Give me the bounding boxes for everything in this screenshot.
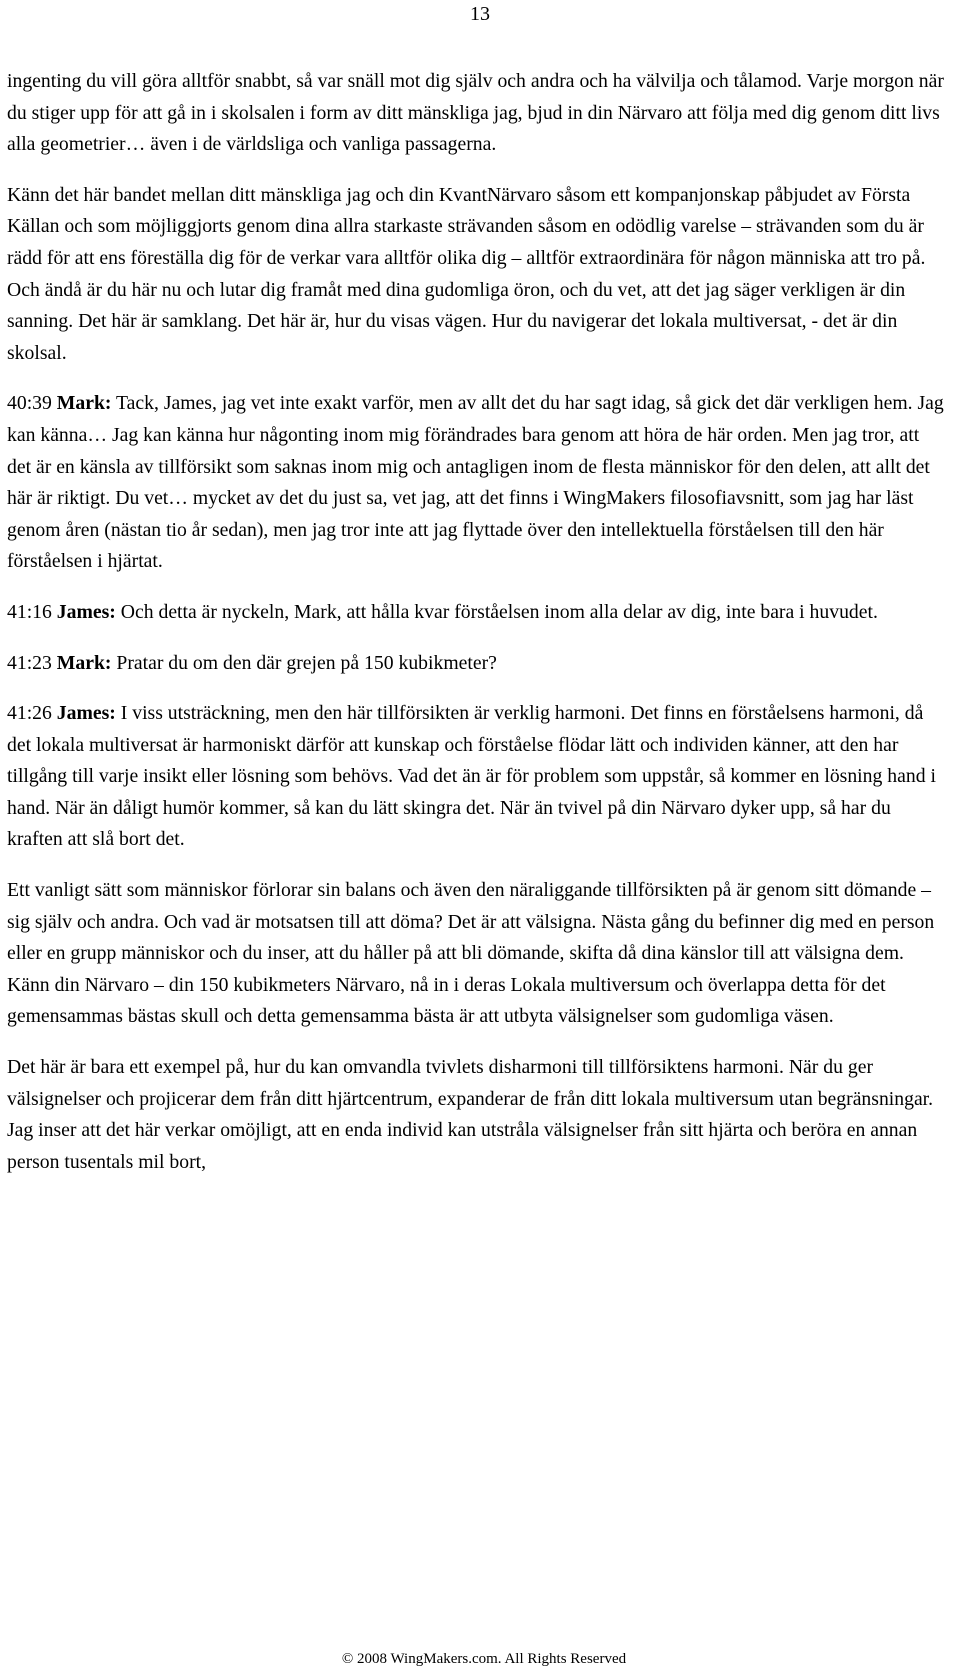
paragraph	[7, 875, 947, 1033]
paragraph-text: Tack, James, jag vet inte exakt varför, men av allt det du har sagt idag, så gick det där verkligen hem. Jag kan känna… Jag kan känna hur någonting inom mig förändrades bara genom att höra de här orden. Men jag tror, att det är en känsla av tillförsikt som saknas inom mig och antagligen inom de flesta människor för den delen, att allt det här är riktigt. Du vet… mycket av det du just sa, vet jag, att det finns i WingMakers filosofiavsnitt, som jag har läst genom åren (nästan tio år sedan), men jag tror inte att jag flyttade över den intellektuella förståelsen till den här förståelsen i hjärtat.	[7, 392, 944, 573]
speaker-name: James:	[56, 600, 116, 623]
paragraph-text: I viss utsträckning, men den här tillförsikten är verklig harmoni. Det finns en förståelsens harmoni, då det lokala multiversat är harmoniskt därför att kunskap och förståelse flödar lätt och individen känner, att den har tillgång till varje insikt eller lösning som behövs. Vad det än är för problem som uppstår, så kommer en lösning hand i hand. När än dåligt humör kommer, så kan du lätt skingra det. När än tvivel på din Närvaro dyker upp, så har du kraften att slå bort det.	[7, 702, 936, 851]
dialogue-paragraph	[7, 388, 947, 578]
paragraph-text: Pratar du om den där grejen på 150 kubikmeter?	[116, 651, 497, 674]
timestamp: 41:23	[7, 651, 52, 674]
paragraph-text: Och detta är nyckeln, Mark, att hålla kvar förståelsen inom alla delar av dig, inte bara i huvudet.	[120, 600, 878, 623]
paragraph	[7, 66, 947, 161]
timestamp: 41:16	[7, 600, 52, 623]
paragraph	[7, 1052, 947, 1178]
paragraph	[7, 180, 947, 370]
footer-copyright: © 2008 WingMakers.com. All Rights Reserved	[341, 1651, 627, 1667]
page-number: 13	[470, 3, 490, 25]
paragraph-text: Ett vanligt sätt som människor förlorar sin balans och även den näraliggande tillförsikten på är genom sitt dömande – sig själv och andra. Och vad är motsatsen till att döma? Det är att välsigna. Nästa gång du befinner dig med en person eller en grupp människor och du inser, att du håller på att bli dömande, skifta då dina känslor till att välsigna dem. Känn din Närvaro – din 150 kubikmeters Närvaro, nå in i deras Lokala multiversum och överlappa detta för det gemensammas bästas skull och detta gemensamma bästa är att utbyta välsignelser som gudomliga väsen.	[7, 879, 935, 1028]
speaker-name: Mark:	[56, 651, 112, 674]
speaker-name: Mark:	[56, 392, 112, 415]
dialogue-paragraph	[7, 648, 947, 680]
paragraph-text: ingenting du vill göra alltför snabbt, så var snäll mot dig själv och andra och ha välvilja och tålamod. Varje morgon när du stiger upp för att gå in i skolsalen i form av ditt mänskliga jag, bjud in din Närvaro att följa med dig genom ditt livs alla geometrier… även i de världsliga och vanliga passagerna.	[7, 70, 944, 156]
dialogue-paragraph	[7, 597, 947, 629]
paragraph-text: Känn det här bandet mellan ditt mänskliga jag och din KvantNärvaro såsom ett kompanjonskap påbjudet av Första Källan och som möjliggjorts genom dina allra starkaste strävanden såsom en odödlig varelse – strävanden som du är rädd för att ens föreställa dig för de verkar vara alltför olika dig – alltför extraordinära för någon människa att tro på. Och ändå är du här nu och lutar dig framåt med dina gudomliga öron, och du vet, att det jag säger verkligen är din sanning. Det här är samklang. Det här är, hur du visas vägen. Hur du navigerar det lokala multiversat, - det är din skolsal.	[7, 183, 926, 364]
timestamp: 41:26	[7, 702, 52, 725]
speaker-name: James:	[56, 702, 116, 725]
paragraph-text: Det här är bara ett exempel på, hur du kan omvandla tvivlets disharmoni till tillförsiktens harmoni. När du ger välsignelser och projicerar dem från ditt hjärtcentrum, expanderar de från ditt lokala multiversum utan begränsningar. Jag inser att det här verkar omöjligt, att en enda individ kan utstråla välsignelser från sitt hjärta och beröra en annan person tusentals mil bort,	[7, 1056, 934, 1173]
dialogue-paragraph	[7, 698, 947, 856]
timestamp: 40:39	[7, 392, 52, 415]
document-body	[7, 66, 947, 1197]
